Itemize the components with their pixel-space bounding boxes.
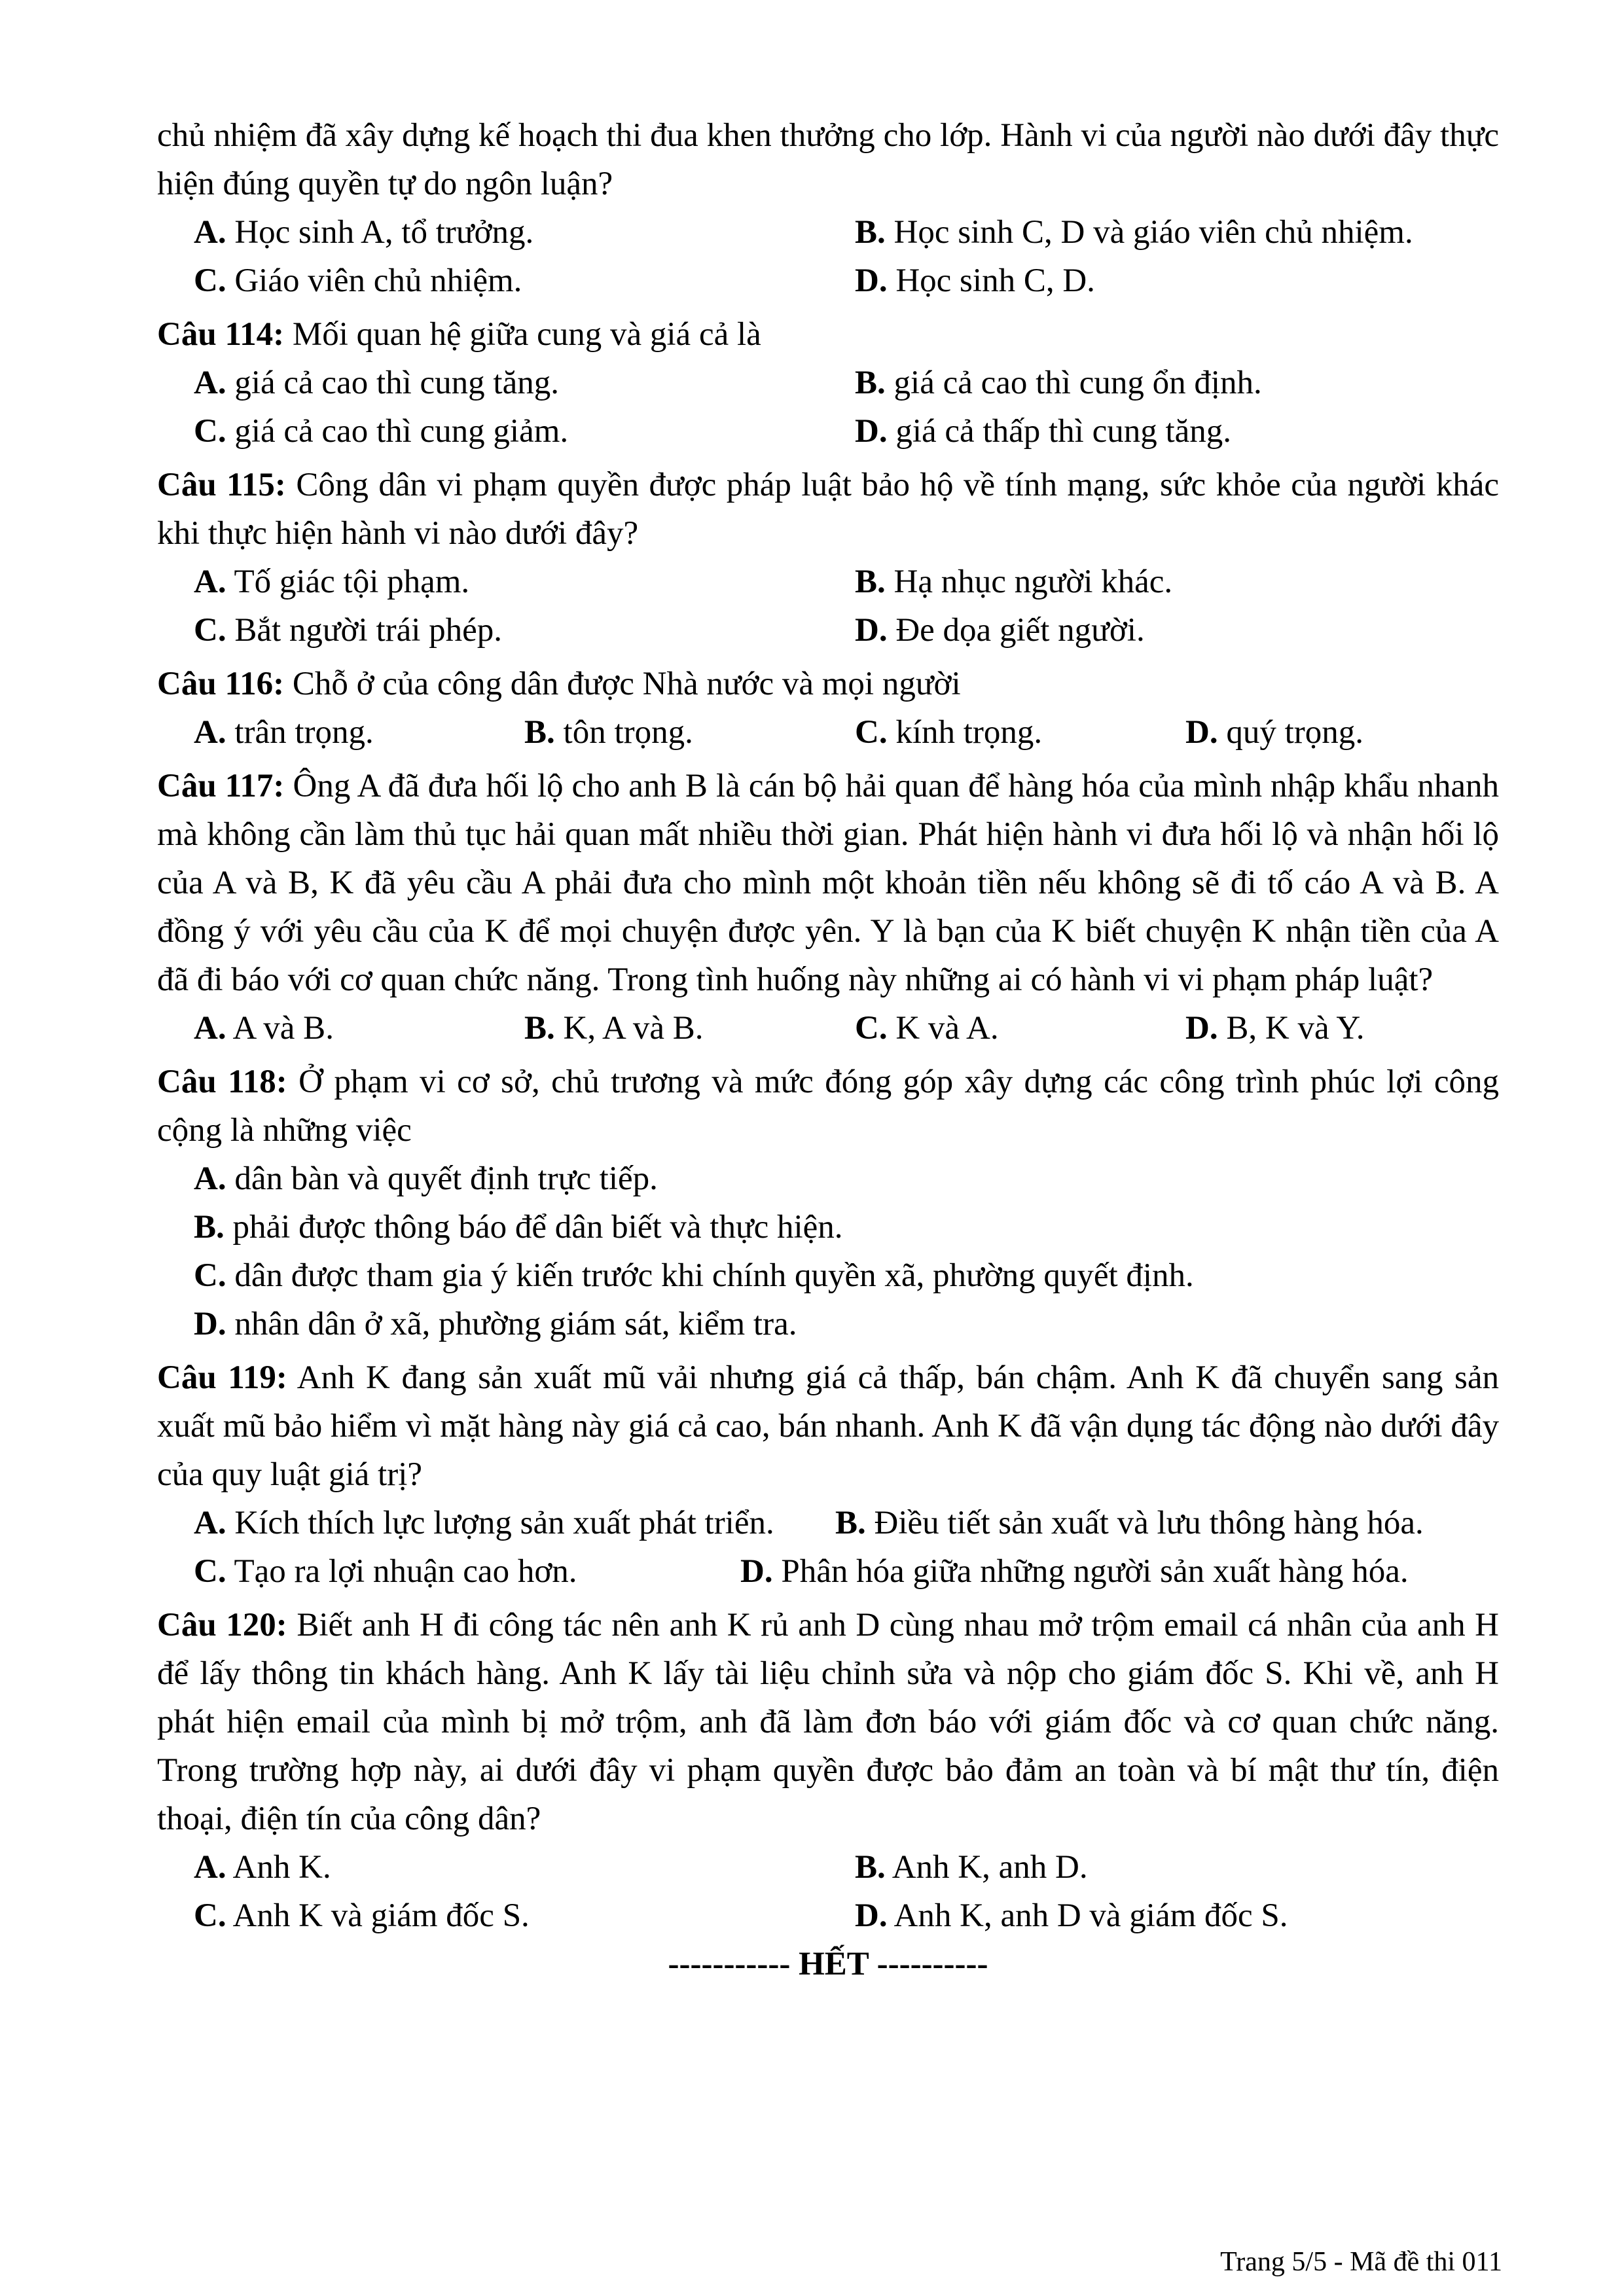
question-113-continuation	[157, 111, 1499, 305]
options-row	[157, 1843, 1499, 1892]
end-marker: ----------- HẾT ----------	[668, 1946, 988, 1982]
option-c[interactable]: C. dân được tham gia ý kiến trước khi chính quyền xã, phường quyết định.	[194, 1257, 1194, 1294]
question-text: Câu 117: Ông A đã đưa hối lộ cho anh B là cán bộ hải quan để hàng hóa của mình nhập khẩu nhanh mà không cần làm thủ tục hải quan mất nhiều thời gian. Phát hiện hành vi đưa hối lộ và nhận hối lộ của A và B, K đã yêu cầu A phải đưa cho mình một khoản tiền nếu không sẽ đi tố cáo A và B. A đồng ý với yêu cầu của K để mọi chuyện được yên. Y là bạn của K biết chuyện K nhận tiền của A đã đi báo với cơ quan chức năng. Trong tình huống này những ai có hành vi vi phạm pháp luật?	[157, 768, 1500, 998]
options-row	[157, 257, 1499, 305]
question-text: Câu 119: Anh K đang sản xuất mũ vải nhưng giá cả thấp, bán chậm. Anh K đã chuyển sang sản xuất mũ bảo hiểm vì mặt hàng này giá cả cao, bán nhanh. Anh K đã vận dụng tác động nào dưới đây của quy luật giá trị?	[157, 1359, 1500, 1493]
option-a[interactable]: A. A và B.	[194, 1010, 334, 1047]
question-number: Câu 115:	[157, 467, 286, 503]
question-number: Câu 119:	[157, 1359, 287, 1396]
options-row	[157, 1892, 1499, 1940]
option-c[interactable]: C. Bắt người trái phép.	[194, 612, 503, 649]
option-a[interactable]: A. dân bàn và quyết định trực tiếp.	[194, 1160, 658, 1197]
option-c[interactable]: C. giá cả cao thì cung giảm.	[194, 413, 569, 450]
question-119	[157, 1354, 1499, 1596]
question-text: Câu 114: Mối quan hệ giữa cung và giá cả là	[157, 316, 761, 353]
option-d[interactable]: D. B, K và Y.	[1185, 1010, 1365, 1047]
question-text: Câu 116: Chỗ ở của công dân được Nhà nước và mọi người	[157, 666, 961, 702]
option-b[interactable]: B. Học sinh C, D và giáo viên chủ nhiệm.	[855, 214, 1413, 251]
option-d[interactable]: D. Học sinh C, D.	[855, 262, 1095, 299]
option-b[interactable]: B. Anh K, anh D.	[855, 1849, 1088, 1886]
options-row	[157, 1004, 1499, 1052]
question-118	[157, 1058, 1499, 1348]
option-b[interactable]: B. giá cả cao thì cung ổn định.	[855, 365, 1262, 401]
options-row	[157, 208, 1499, 257]
question-text: Câu 115: Công dân vi phạm quyền được pháp luật bảo hộ về tính mạng, sức khỏe của người khác khi thực hiện hành vi nào dưới đây?	[157, 467, 1499, 552]
option-d[interactable]: D. nhân dân ở xã, phường giám sát, kiểm tra.	[194, 1306, 797, 1342]
question-number: Câu 116:	[157, 666, 285, 702]
option-a[interactable]: A. trân trọng.	[194, 714, 374, 751]
option-b[interactable]: B. tôn trọng.	[524, 714, 693, 751]
question-number: Câu 118:	[157, 1064, 287, 1100]
option-b[interactable]: B. Hạ nhục người khác.	[855, 564, 1173, 600]
option-d[interactable]: D. Anh K, anh D và giám đốc S.	[855, 1897, 1288, 1934]
options-row	[157, 1499, 1499, 1547]
option-a[interactable]: A. Học sinh A, tổ trưởng.	[194, 214, 534, 251]
options-row	[157, 708, 1499, 757]
question-text: chủ nhiệm đã xây dựng kế hoạch thi đua khen thưởng cho lớp. Hành vi của người nào dưới đây thực hiện đúng quyền tự do ngôn luận?	[157, 117, 1499, 202]
question-number: Câu 117:	[157, 768, 285, 804]
question-117	[157, 762, 1499, 1052]
page-footer: Trang 5/5 - Mã đề thi 011	[1220, 2247, 1502, 2277]
option-a[interactable]: A. Anh K.	[194, 1849, 331, 1886]
exam-page	[157, 111, 1499, 1988]
option-d[interactable]: D. Đe dọa giết người.	[855, 612, 1145, 649]
question-number: Câu 120:	[157, 1607, 287, 1643]
option-c[interactable]: C. Tạo ra lợi nhuận cao hơn.	[194, 1553, 577, 1590]
option-c[interactable]: C. kính trọng.	[855, 714, 1043, 751]
option-c[interactable]: C. Anh K và giám đốc S.	[194, 1897, 530, 1934]
question-115	[157, 461, 1499, 655]
question-120	[157, 1601, 1499, 1940]
option-d[interactable]: D. quý trọng.	[1185, 714, 1363, 751]
option-d[interactable]: D. giá cả thấp thì cung tăng.	[855, 413, 1232, 450]
question-text: Câu 120: Biết anh H đi công tác nên anh K rủ anh D cùng nhau mở trộm email cá nhân của anh H để lấy thông tin khách hàng. Anh K lấy tài liệu chỉnh sửa và nộp cho giám đốc S. Khi về, anh H phát hiện email của mình bị mở trộm, anh đã làm đơn báo với giám đốc và cơ quan chức năng. Trong trường hợp này, ai dưới đây vi phạm quyền được bảo đảm an toàn và bí mật thư tín, điện thoại, điện tín của công dân?	[157, 1607, 1500, 1837]
question-116	[157, 660, 1499, 757]
question-number: Câu 114:	[157, 316, 285, 353]
option-b[interactable]: B. K, A và B.	[524, 1010, 704, 1047]
option-c[interactable]: C. K và A.	[855, 1010, 999, 1047]
option-d[interactable]: D. Phân hóa giữa những người sản xuất hàng hóa.	[740, 1553, 1409, 1590]
question-114	[157, 310, 1499, 456]
option-a[interactable]: A. Tố giác tội phạm.	[194, 564, 470, 600]
option-a[interactable]: A. Kích thích lực lượng sản xuất phát triển.	[194, 1505, 774, 1541]
options-row	[157, 558, 1499, 606]
option-b[interactable]: B. phải được thông báo để dân biết và thực hiện.	[194, 1209, 843, 1246]
options-row	[157, 1547, 1499, 1596]
options-row	[157, 407, 1499, 456]
option-c[interactable]: C. Giáo viên chủ nhiệm.	[194, 262, 522, 299]
question-text: Câu 118: Ở phạm vi cơ sở, chủ trương và mức đóng góp xây dựng các công trình phúc lợi công cộng là những việc	[157, 1064, 1500, 1149]
option-b[interactable]: B. Điều tiết sản xuất và lưu thông hàng hóa.	[835, 1505, 1424, 1541]
option-a[interactable]: A. giá cả cao thì cung tăng.	[194, 365, 559, 401]
options-row	[157, 606, 1499, 655]
options-row	[157, 359, 1499, 407]
